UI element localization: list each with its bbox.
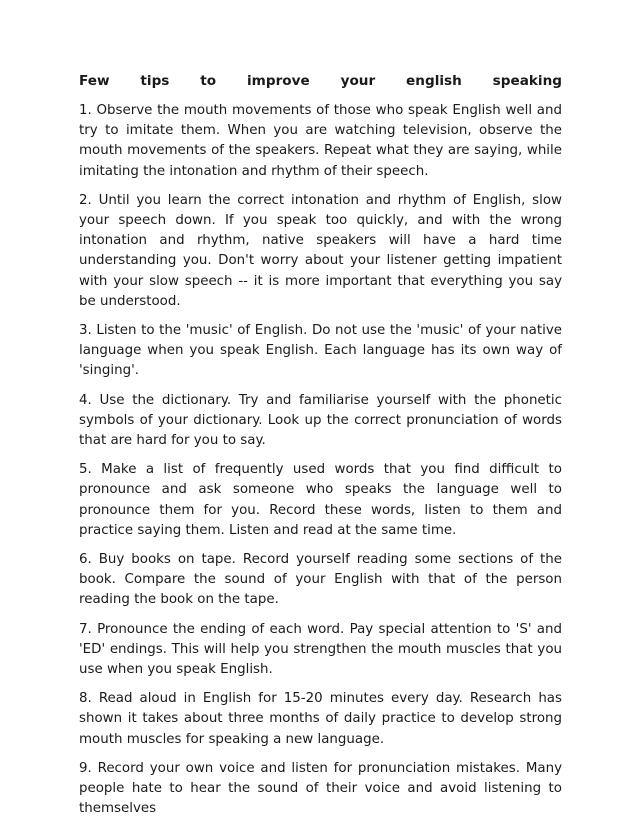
- paragraph-3: 3. Listen to the 'music' of English. Do not use the 'music' of your native language when you speak English. Each language has its own way of 'singing'.: [79, 323, 562, 379]
- paragraph-1: 1. Observe the mouth movements of those who speak English well and try to imitate them. When you are watching television, observe the mouth movements of the speakers. Repeat what they are saying, while imitating the intonation and rhythm of their speech.: [79, 103, 562, 179]
- paragraph-8: 8. Read aloud in English for 15-20 minutes every day. Research has shown it takes about three months of daily practice to develop strong mouth muscles for speaking a new language.: [79, 691, 562, 747]
- document-page: [79, 71, 562, 829]
- paragraph-2: 2. Until you learn the correct intonation and rhythm of English, slow your speech down. If you speak too quickly, and with the wrong intonation and rhythm, native speakers will have a hard time understanding you. Don't worry about your listener getting impatient with your slow speech -- it is more important that everything you say be understood.: [79, 192, 562, 309]
- document-title: Few tips to improve your english speaking: [79, 73, 562, 89]
- paragraph-7: 7. Pronounce the ending of each word. Pay special attention to 'S' and 'ED' endings. This will help you strengthen the mouth muscles that you use when you speak English.: [79, 621, 562, 678]
- paragraph-5: 5. Make a list of frequently used words that you find difficult to pronounce and ask someone who speaks the language well to pronounce them for you. Record these words, listen to them and practice saying them. Listen and read at the same time.: [79, 462, 562, 538]
- paragraph-6: 6. Buy books on tape. Record yourself reading some sections of the book. Compare the sound of your English with that of the person reading the book on the tape.: [79, 552, 562, 608]
- paragraph-4: 4. Use the dictionary. Try and familiarise yourself with the phonetic symbols of your dictionary. Look up the correct pronunciation of words that are hard for you to say.: [79, 392, 562, 449]
- paragraph-9: 9. Record your own voice and listen for pronunciation mistakes. Many people hate to hear the sound of their voice and avoid listening to themselves: [79, 760, 562, 817]
